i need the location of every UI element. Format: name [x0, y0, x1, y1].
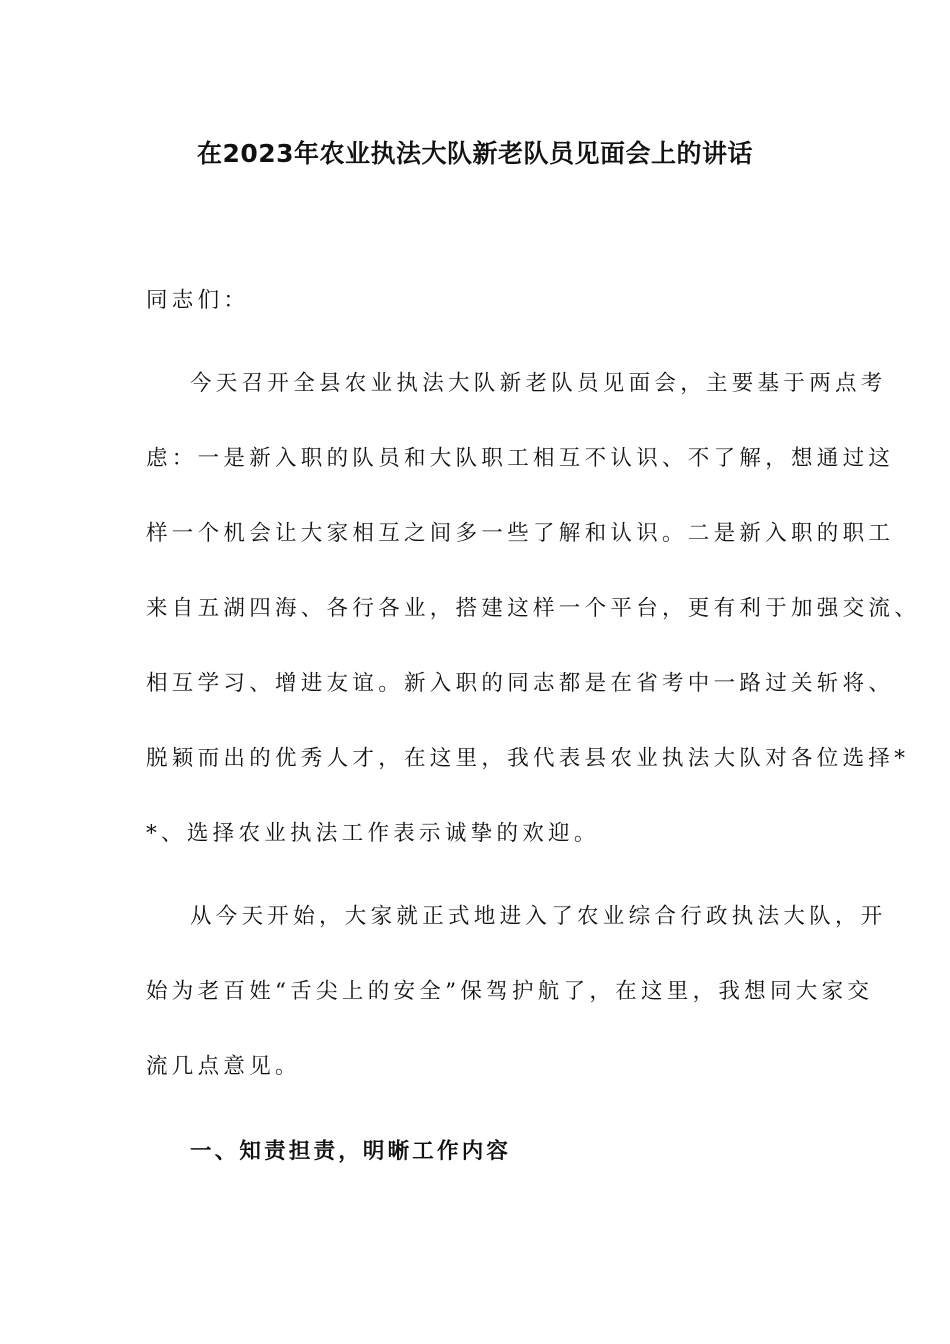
paragraph-2-line-1: 从今天开始，大家就正式地进入了农业综合行政执法大队，开	[190, 904, 887, 929]
paragraph-1-line-7: *、选择农业执法工作表示诚挚的欢迎。	[146, 821, 600, 846]
paragraph-2-line-3: 流几点意见。	[146, 1054, 301, 1079]
paragraph-1-line-5: 相互学习、增进友谊。新入职的同志都是在省考中一路过关斩将、	[146, 671, 895, 696]
paragraph-1-line-4: 来自五湖四海、各行各业，搭建这样一个平台，更有利于加强交流、	[146, 596, 921, 621]
salutation: 同志们：	[146, 288, 250, 313]
paragraph-1-line-3: 样一个机会让大家相互之间多一些了解和认识。二是新入职的职工	[146, 521, 895, 546]
paragraph-1-line-2: 虑：一是新入职的队员和大队职工相互不认识、不了解，想通过这	[146, 446, 895, 471]
paragraph-1-line-6: 脱颖而出的优秀人才，在这里，我代表县农业执法大队对各位选择*	[146, 746, 910, 771]
section-heading: 一、知责担责，明晰工作内容	[190, 1139, 512, 1164]
paragraph-2-line-2: 始为老百姓“舌尖上的安全”保驾护航了，在这里，我想同大家交	[146, 979, 874, 1004]
paragraph-1-line-1: 今天召开全县农业执法大队新老队员见面会，主要基于两点考	[190, 371, 887, 396]
document-title: 在2023年农业执法大队新老队员见面会上的讲话	[196, 139, 754, 168]
